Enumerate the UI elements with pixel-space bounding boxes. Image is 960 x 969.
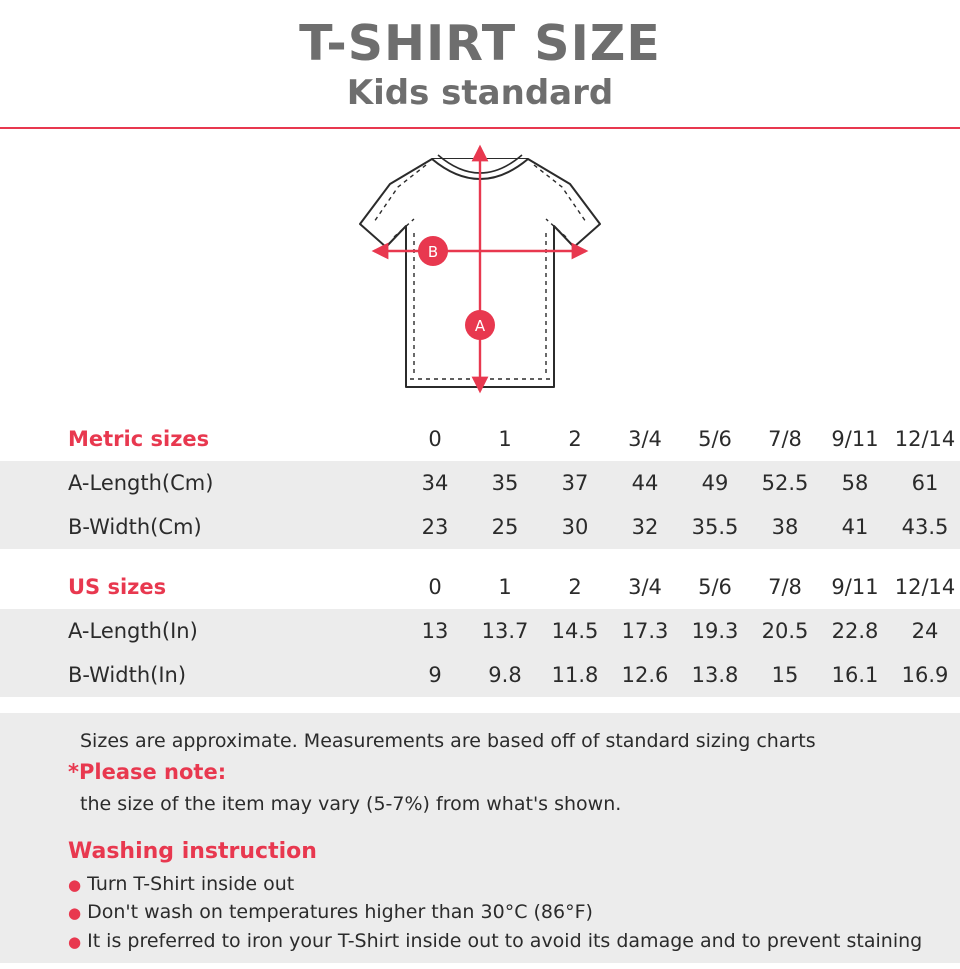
header-cell: 5/6 [680, 417, 750, 461]
cell: 35 [470, 461, 540, 505]
header-cell: 3/4 [610, 417, 680, 461]
cell: 16.9 [890, 653, 960, 697]
table-spacer [0, 697, 960, 713]
washing-instruction-title: Washing instruction [68, 839, 317, 865]
cell: 52.5 [750, 461, 820, 505]
cell: 20.5 [750, 609, 820, 653]
cell: 13.8 [680, 653, 750, 697]
marker-b-label: B [427, 242, 439, 261]
row-label: A-Length(In) [0, 609, 400, 653]
please-note-title: *Please note: [68, 760, 227, 785]
cell: 34 [400, 461, 470, 505]
header-cell: 1 [470, 417, 540, 461]
cell: 13 [400, 609, 470, 653]
header-cell: 2 [540, 565, 610, 609]
cell: 9.8 [470, 653, 540, 697]
tshirt-illustration [330, 129, 630, 409]
cell: 11.8 [540, 653, 610, 697]
washing-list-item [0, 870, 960, 899]
washing-list-item [0, 898, 960, 927]
tshirt-diagram [0, 129, 960, 417]
header-cell: 1 [470, 565, 540, 609]
cell: 9 [400, 653, 470, 697]
bullet-icon: ● [68, 932, 82, 951]
cell: 58 [820, 461, 890, 505]
cell: 17.3 [610, 609, 680, 653]
us-size-table [0, 565, 960, 713]
row-label: A-Length(Cm) [0, 461, 400, 505]
cell: 23 [400, 505, 470, 549]
header-cell: 3/4 [610, 565, 680, 609]
cell: 41 [820, 505, 890, 549]
cell: 30 [540, 505, 610, 549]
cell: 12.6 [610, 653, 680, 697]
notes-section [0, 713, 960, 963]
metric-sizes-label: Metric sizes [0, 417, 400, 461]
header-cell: 5/6 [680, 565, 750, 609]
cell: 32 [610, 505, 680, 549]
cell: 19.3 [680, 609, 750, 653]
cell: 43.5 [890, 505, 960, 549]
header-cell: 12/14 [890, 565, 960, 609]
washing-item-text: Turn T-Shirt inside out [87, 872, 295, 895]
cell: 22.8 [820, 609, 890, 653]
cell: 16.1 [820, 653, 890, 697]
header-cell: 2 [540, 417, 610, 461]
header [0, 0, 960, 129]
header-cell: 0 [400, 417, 470, 461]
washing-item-text: Don't wash on temperatures higher than 30°C (86°F) [87, 901, 593, 924]
table-row [0, 653, 960, 697]
header-cell: 7/8 [750, 417, 820, 461]
metric-size-table [0, 417, 960, 565]
table-spacer [0, 549, 960, 565]
header-cell: 9/11 [820, 565, 890, 609]
table-header-row [0, 417, 960, 461]
cell: 38 [750, 505, 820, 549]
header-cell: 0 [400, 565, 470, 609]
marker-a-label: A [474, 316, 486, 335]
header-cell: 9/11 [820, 417, 890, 461]
bullet-icon: ● [68, 875, 82, 894]
cell: 15 [750, 653, 820, 697]
header-cell: 7/8 [750, 565, 820, 609]
cell: 37 [540, 461, 610, 505]
table-row [0, 505, 960, 549]
row-label: B-Width(In) [0, 653, 400, 697]
cell: 44 [610, 461, 680, 505]
cell: 35.5 [680, 505, 750, 549]
washing-list-item [0, 927, 960, 956]
table-header-row [0, 565, 960, 609]
washing-item-text: It is preferred to iron your T-Shirt inside out to avoid its damage and to prevent staining [87, 929, 923, 952]
us-sizes-label: US sizes [0, 565, 400, 609]
header-cell: 12/14 [890, 417, 960, 461]
bullet-icon: ● [68, 904, 82, 923]
cell: 25 [470, 505, 540, 549]
cell: 14.5 [540, 609, 610, 653]
page-title: T-SHIRT SIZE [299, 15, 661, 72]
cell: 49 [680, 461, 750, 505]
table-row [0, 609, 960, 653]
table-row [0, 461, 960, 505]
cell: 24 [890, 609, 960, 653]
cell: 13.7 [470, 609, 540, 653]
approximate-note: Sizes are approximate. Measurements are based off of standard sizing charts [80, 729, 816, 752]
cell: 61 [890, 461, 960, 505]
row-label: B-Width(Cm) [0, 505, 400, 549]
please-note-text: the size of the item may vary (5-7%) from what's shown. [80, 792, 622, 815]
page-subtitle: Kids standard [346, 73, 614, 114]
